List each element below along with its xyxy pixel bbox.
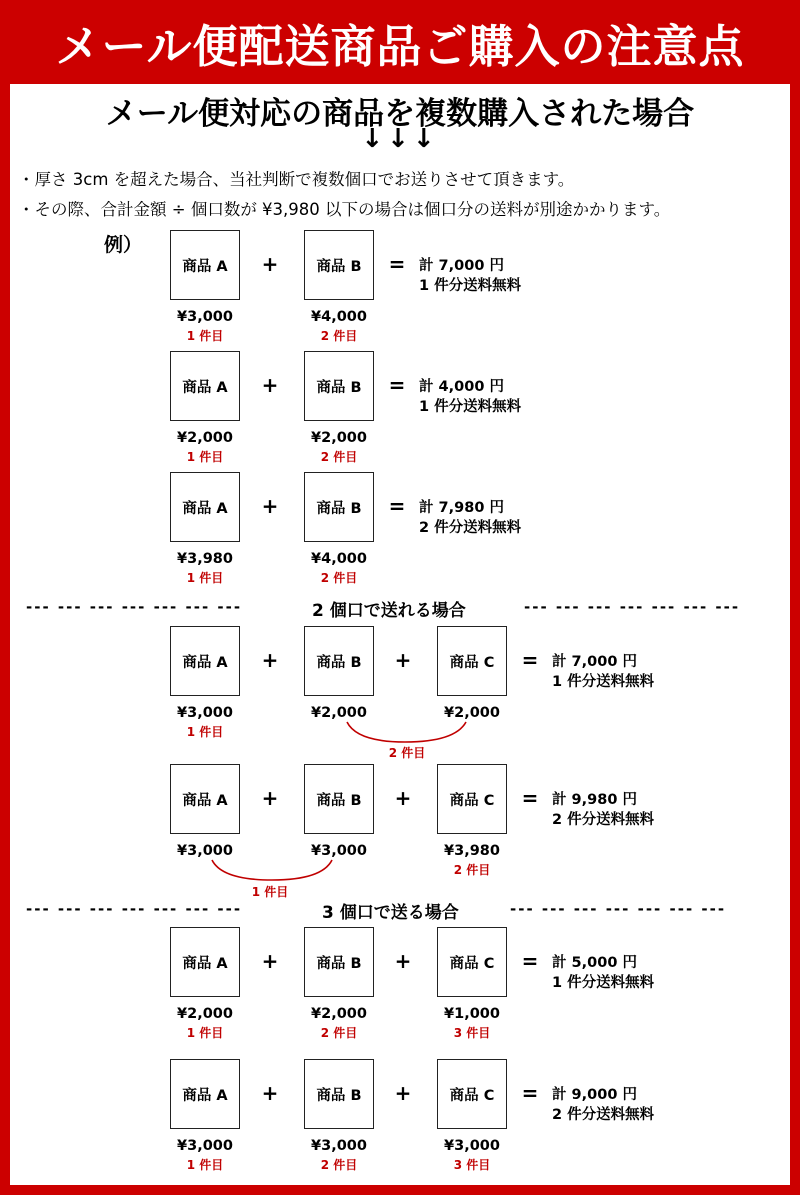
total-amount: 計 9,980 円 — [552, 792, 637, 808]
note-shipping-fee: ・その際、合計金額 ÷ 個口数が ¥3,980 以下の場合は個口分の送料が別途かかります。 — [18, 200, 671, 219]
parcel-count-label: 1 件目 — [186, 1158, 224, 1172]
product-price: ¥3,000 — [444, 1138, 500, 1154]
product-price: ¥2,000 — [177, 430, 233, 446]
plus-sign: + — [261, 252, 279, 276]
parcel-count-label: 2 件目 — [453, 863, 491, 877]
divider-dashes-left: --- --- --- --- --- --- --- — [26, 598, 243, 616]
group-count-label: 2 件目 — [388, 746, 426, 760]
equals-sign: = — [521, 1081, 539, 1105]
brace-b-c — [347, 722, 466, 742]
group-count-label: 1 件目 — [251, 885, 289, 899]
product-box: 商品 A — [170, 927, 240, 997]
equals-sign: = — [388, 373, 406, 397]
product-price: ¥3,000 — [311, 1138, 367, 1154]
product-price: ¥3,000 — [177, 705, 233, 721]
divider-dashes-right: --- --- --- --- --- --- --- — [524, 598, 741, 616]
total-amount: 計 7,000 円 — [419, 258, 504, 274]
product-box: 商品 C — [437, 626, 507, 696]
total-amount: 計 4,000 円 — [419, 379, 504, 395]
parcel-count-label: 1 件目 — [186, 1026, 224, 1040]
product-box: 商品 C — [437, 927, 507, 997]
free-shipping-note: 1 件分送料無料 — [552, 674, 655, 690]
free-shipping-note: 2 件分送料無料 — [552, 1107, 655, 1123]
example-label: 例） — [104, 234, 143, 256]
total-amount: 計 7,000 円 — [552, 654, 637, 670]
note-thickness: ・厚さ 3cm を超えた場合、当社判断で複数個口でお送りさせて頂きます。 — [18, 170, 575, 189]
plus-sign: + — [394, 648, 412, 672]
parcel-count-label: 2 件目 — [320, 329, 358, 343]
product-box: 商品 B — [304, 351, 374, 421]
product-box: 商品 B — [304, 764, 374, 834]
product-box: 商品 A — [170, 230, 240, 300]
parcel-count-label: 1 件目 — [186, 571, 224, 585]
product-price: ¥4,000 — [311, 551, 367, 567]
product-price: ¥1,000 — [444, 1006, 500, 1022]
product-box: 商品 C — [437, 1059, 507, 1129]
plus-sign: + — [261, 786, 279, 810]
parcel-count-label: 2 件目 — [320, 1026, 358, 1040]
plus-sign: + — [394, 949, 412, 973]
product-box: 商品 C — [437, 764, 507, 834]
product-price: ¥2,000 — [177, 1006, 233, 1022]
parcel-count-label: 2 件目 — [320, 571, 358, 585]
product-box: 商品 B — [304, 472, 374, 542]
product-price: ¥4,000 — [311, 309, 367, 325]
down-arrows-icon: ↓↓↓ — [361, 124, 439, 154]
total-amount: 計 5,000 円 — [552, 955, 637, 971]
product-price: ¥3,000 — [177, 1138, 233, 1154]
total-amount: 計 7,980 円 — [419, 500, 504, 516]
plus-sign: + — [261, 494, 279, 518]
equals-sign: = — [388, 494, 406, 518]
plus-sign: + — [261, 648, 279, 672]
product-price: ¥2,000 — [311, 1006, 367, 1022]
equals-sign: = — [521, 648, 539, 672]
product-box: 商品 A — [170, 764, 240, 834]
product-box: 商品 A — [170, 351, 240, 421]
divider-title-three-parcels: 3 個口で送る場合 — [322, 903, 459, 923]
product-box: 商品 B — [304, 927, 374, 997]
plus-sign: + — [394, 1081, 412, 1105]
plus-sign: + — [261, 373, 279, 397]
parcel-count-label: 3 件目 — [453, 1158, 491, 1172]
product-price: ¥2,000 — [311, 430, 367, 446]
divider-dashes-right: --- --- --- --- --- --- --- — [510, 900, 727, 918]
free-shipping-note: 1 件分送料無料 — [419, 399, 522, 415]
parcel-count-label: 2 件目 — [320, 1158, 358, 1172]
equals-sign: = — [521, 786, 539, 810]
product-price: ¥3,000 — [177, 309, 233, 325]
free-shipping-note: 2 件分送料無料 — [419, 520, 522, 536]
divider-dashes-left: --- --- --- --- --- --- --- — [26, 900, 243, 918]
product-price: ¥3,000 — [311, 843, 367, 859]
product-box: 商品 B — [304, 230, 374, 300]
product-price: ¥2,000 — [444, 705, 500, 721]
product-box: 商品 B — [304, 1059, 374, 1129]
product-price: ¥3,000 — [177, 843, 233, 859]
product-box: 商品 A — [170, 472, 240, 542]
brace-a-b — [212, 860, 332, 880]
parcel-count-label: 1 件目 — [186, 725, 224, 739]
equals-sign: = — [388, 252, 406, 276]
parcel-count-label: 1 件目 — [186, 450, 224, 464]
parcel-count-label: 3 件目 — [453, 1026, 491, 1040]
plus-sign: + — [261, 1081, 279, 1105]
subtitle: メール便対応の商品を複数購入された場合 — [105, 96, 695, 132]
content-panel — [10, 84, 790, 1185]
product-box: 商品 A — [170, 626, 240, 696]
equals-sign: = — [521, 949, 539, 973]
product-box: 商品 A — [170, 1059, 240, 1129]
total-amount: 計 9,000 円 — [552, 1087, 637, 1103]
plus-sign: + — [261, 949, 279, 973]
product-price: ¥2,000 — [311, 705, 367, 721]
plus-sign: + — [394, 786, 412, 810]
free-shipping-note: 1 件分送料無料 — [419, 278, 522, 294]
banner-title: メール便配送商品ご購入の注意点 — [55, 19, 745, 73]
free-shipping-note: 1 件分送料無料 — [552, 975, 655, 991]
free-shipping-note: 2 件分送料無料 — [552, 812, 655, 828]
product-price: ¥3,980 — [177, 551, 233, 567]
parcel-count-label: 2 件目 — [320, 450, 358, 464]
divider-title-two-parcels: 2 個口で送れる場合 — [312, 601, 466, 621]
product-box: 商品 B — [304, 626, 374, 696]
product-price: ¥3,980 — [444, 843, 500, 859]
parcel-count-label: 1 件目 — [186, 329, 224, 343]
